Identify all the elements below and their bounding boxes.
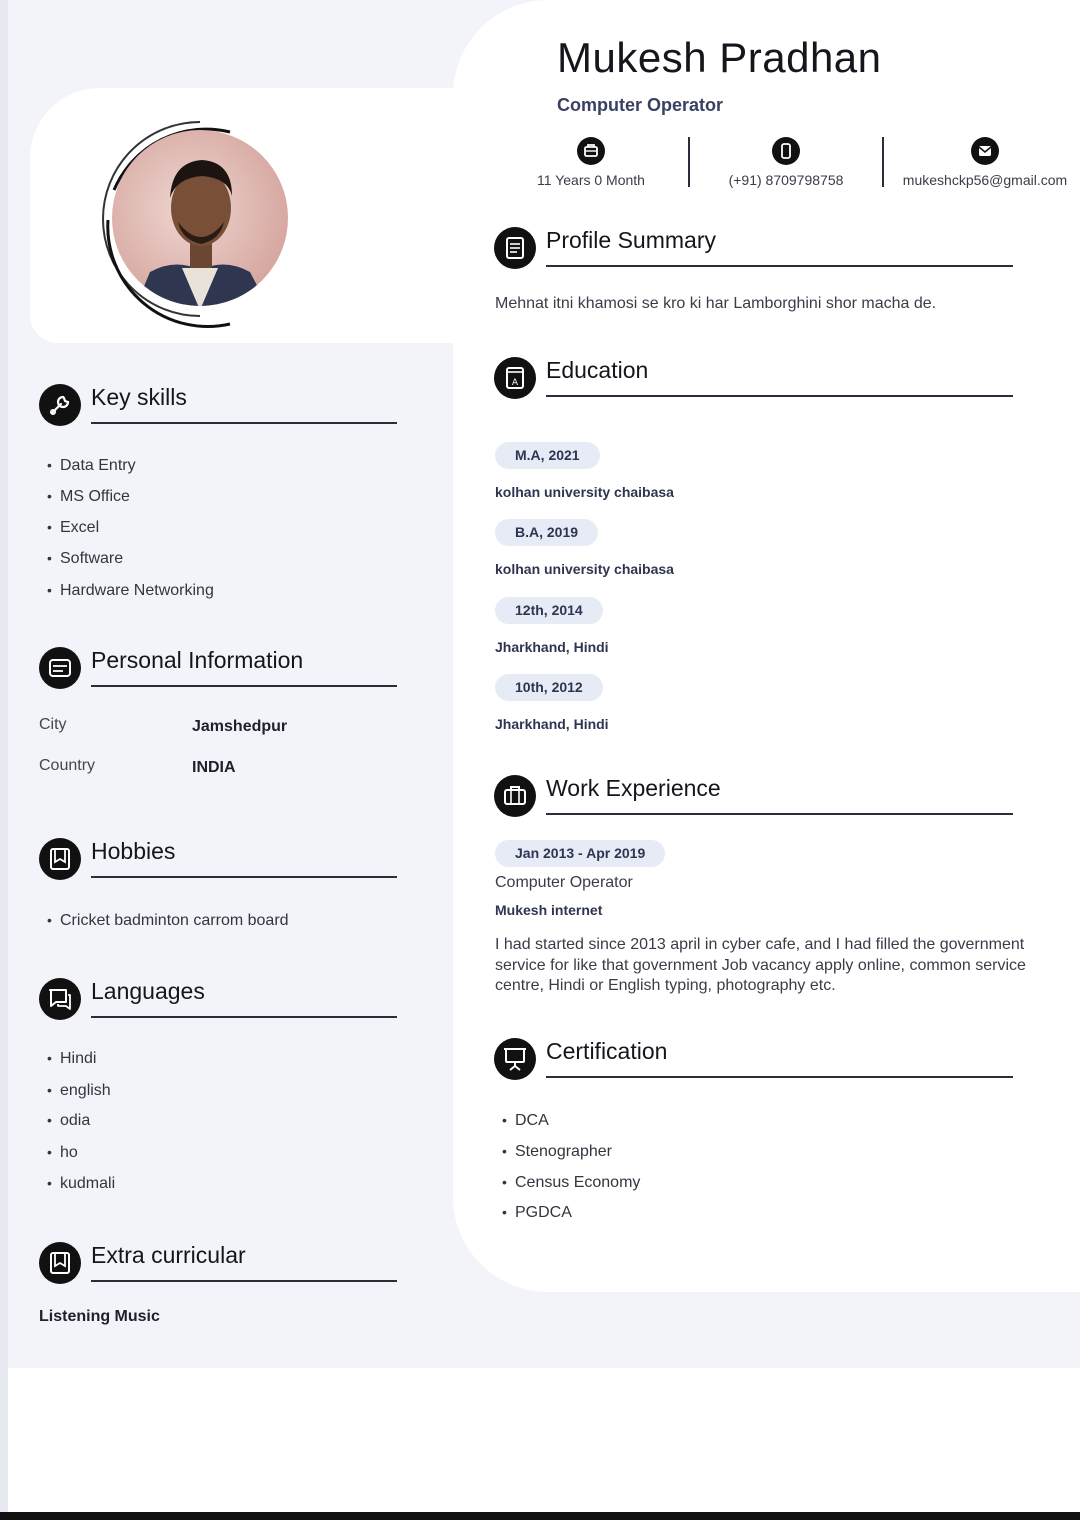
section-rule (91, 685, 397, 687)
work-position: Computer Operator (495, 874, 633, 891)
hobby-item: • Cricket badminton carrom board (47, 912, 289, 930)
bookmark-star-icon (39, 1242, 81, 1284)
certification-item: • PGDCA (502, 1204, 572, 1222)
work-description: I had started since 2013 april in cyber cafe, and I had filled the government service for like that government Job vacancy apply online, common service centre, Hindi or English typing, photography etc. (495, 936, 1026, 994)
book-icon (494, 357, 536, 399)
education-institution: Jharkhand, Hindi (495, 716, 609, 732)
section-rule (546, 395, 1013, 397)
section-rule (546, 265, 1013, 267)
skill-item: • Software (47, 550, 123, 568)
contact-divider (688, 137, 690, 187)
language-item: • kudmali (47, 1175, 115, 1193)
left-edge (0, 0, 8, 1520)
phone-text: (+91) 8709798758 (728, 172, 844, 188)
section-rule (91, 1280, 397, 1282)
section-title: Personal Information (91, 647, 304, 673)
skill-item: • Data Entry (47, 457, 136, 475)
education-degree-pill: B.A, 2019 (495, 519, 598, 546)
mail-icon (971, 137, 999, 165)
country-value: INDIA (192, 759, 236, 776)
section-title: Key skills (91, 384, 187, 410)
section-title: Profile Summary (546, 227, 716, 253)
section-title: Hobbies (91, 838, 176, 864)
candidate-role: Computer Operator (557, 95, 724, 115)
section-title: Work Experience (546, 775, 721, 801)
certification-item: • DCA (502, 1112, 549, 1130)
language-item: • ho (47, 1144, 78, 1162)
language-item: • english (47, 1082, 111, 1100)
education-degree-pill: 10th, 2012 (495, 674, 603, 701)
certification-item: • Census Economy (502, 1174, 640, 1192)
contact-experience (520, 137, 662, 188)
contact-divider (882, 137, 884, 187)
document-icon (494, 227, 536, 269)
section-title: Languages (91, 978, 205, 1004)
section-rule (91, 1016, 397, 1018)
experience-text: 11 Years 0 Month (537, 172, 645, 188)
wrench-icon (39, 384, 81, 426)
bottom-bar (0, 1512, 1080, 1520)
contact-email[interactable] (892, 137, 1078, 188)
candidate-name: Mukesh Pradhan (557, 34, 882, 81)
profile-photo (90, 110, 310, 330)
profile-summary-text: Mehnat itni khamosi se kro ki har Lamborghini shor macha de. (495, 295, 937, 312)
section-title: Extra curricular (91, 1242, 246, 1268)
id-card-icon (39, 647, 81, 689)
avatar (90, 110, 310, 330)
language-item: • odia (47, 1112, 90, 1130)
extra-curricular-value: Listening Music (39, 1308, 160, 1325)
work-period-pill: Jan 2013 - Apr 2019 (495, 840, 665, 867)
work-company: Mukesh internet (495, 902, 603, 918)
education-institution: kolhan university chaibasa (495, 484, 674, 500)
bookmark-star-icon (39, 838, 81, 880)
chat-icon (39, 978, 81, 1020)
certification-item: • Stenographer (502, 1143, 612, 1161)
svg-text:A: A (511, 378, 519, 388)
education-institution: Jharkhand, Hindi (495, 639, 609, 655)
phone-icon (772, 137, 800, 165)
section-rule (546, 813, 1013, 815)
email-text: mukeshckp56@gmail.com (902, 172, 1068, 188)
briefcase-icon (494, 775, 536, 817)
language-item: • Hindi (47, 1050, 96, 1068)
education-degree-pill: M.A, 2021 (495, 442, 600, 469)
briefcase-icon (577, 137, 605, 165)
presentation-icon (494, 1038, 536, 1080)
section-rule (91, 422, 397, 424)
city-label: City (39, 716, 67, 733)
skill-item: • Hardware Networking (47, 582, 214, 600)
section-rule (91, 876, 397, 878)
section-rule (546, 1076, 1013, 1078)
country-label: Country (39, 757, 96, 774)
section-title: Certification (546, 1038, 668, 1064)
section-title: Education (546, 357, 649, 383)
contact-phone[interactable] (712, 137, 860, 188)
education-degree-pill: 12th, 2014 (495, 597, 603, 624)
skill-item: • MS Office (47, 488, 130, 506)
skill-item: • Excel (47, 519, 99, 537)
education-institution: kolhan university chaibasa (495, 561, 674, 577)
city-value: Jamshedpur (192, 718, 288, 735)
